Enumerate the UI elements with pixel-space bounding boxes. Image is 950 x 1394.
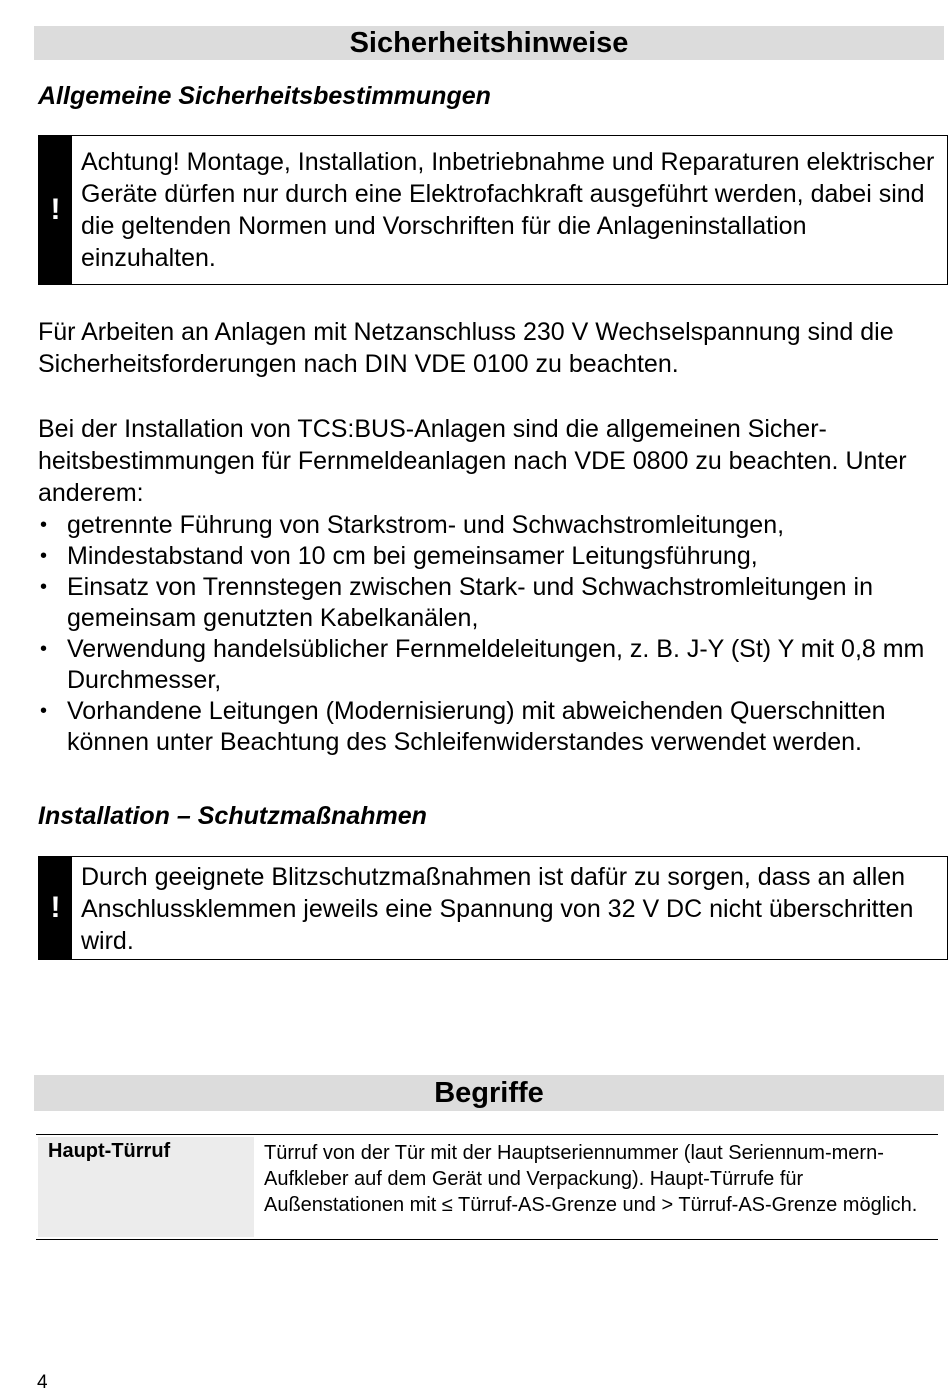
list-item (38, 572, 943, 634)
warning-box-installation (38, 856, 948, 960)
term-definition: Türruf von der Tür mit der Hauptseriennummer (laut Seriennum-mern-Aufkleber auf dem Gerät und Verpackung). Haupt-Türrufe für Außenstationen mit ≤ Türruf-AS-Grenze und > Türruf-AS-Grenze möglich. (264, 1142, 918, 1216)
warning-exclamation-icon: ! (39, 136, 72, 284)
bullet-icon: • (40, 545, 48, 567)
section-title-terms: Begriffe (34, 1075, 944, 1111)
warning-text-general: Achtung! Montage, Installation, Inbetriebnahme und Reparaturen elektrischer Geräte dürfen nur durch eine Elektrofachkraft ausgeführt werden, dabei sind die geltenden Normen und Vorschriften für die Anlageninstallation einzuhalten. (81, 148, 935, 272)
warning-exclamation-icon: ! (39, 857, 72, 959)
paragraph-230v: Für Arbeiten an Anlagen mit Netzanschluss 230 V Wechselspannung sind die Sicherheitsforderungen nach DIN VDE 0100 zu beachten. (38, 318, 894, 378)
list-item (38, 510, 943, 541)
list-item-text: Vorhandene Leitungen (Modernisierung) mit abweichenden Querschnitten können unter Beachtung des Schleifenwiderstandes verwendet werden. (67, 697, 886, 756)
section-title-safety: Sicherheitshinweise (34, 26, 944, 60)
warning-text-installation: Durch geeignete Blitzschutzmaßnahmen ist dafür zu sorgen, dass an allen Anschlussklemmen jeweils eine Spannung von 32 V DC nicht überschritten wird. (81, 863, 914, 955)
terms-table (36, 1134, 938, 1240)
term-label: Haupt-Türruf (38, 1137, 254, 1237)
bullet-icon: • (40, 638, 48, 660)
bullet-icon: • (40, 576, 48, 598)
list-item (38, 541, 943, 572)
list-item-text: getrennte Führung von Starkstrom- und Schwachstromleitungen, (67, 511, 785, 539)
bullet-icon: • (40, 514, 48, 536)
requirements-list (38, 510, 943, 758)
heading-installation: Installation – Schutzmaßnahmen (38, 802, 427, 830)
heading-general-safety: Allgemeine Sicherheitsbestimmungen (38, 82, 491, 110)
list-item-text: Einsatz von Trennstegen zwischen Stark- und Schwachstromleitungen in gemeinsam genutzten Kabelkanälen, (67, 573, 873, 632)
warning-box-general (38, 135, 948, 285)
list-item-text: Mindestabstand von 10 cm bei gemeinsamer Leitungsführung, (67, 542, 758, 570)
bullet-icon: • (40, 700, 48, 722)
list-item-text: Verwendung handelsüblicher Fernmeldeleitungen, z. B. J-Y (St) Y mit 0,8 mm Durchmesser, (67, 635, 925, 694)
list-item (38, 634, 943, 696)
list-item (38, 696, 943, 758)
page-number: 4 (37, 1372, 48, 1393)
paragraph-tcs-bus: Bei der Installation von TCS:BUS-Anlagen sind die allgemeinen Sicher-heitsbestimmungen für Fernmeldeanlagen nach VDE 0800 zu beachten. Unter anderem: (38, 415, 907, 507)
